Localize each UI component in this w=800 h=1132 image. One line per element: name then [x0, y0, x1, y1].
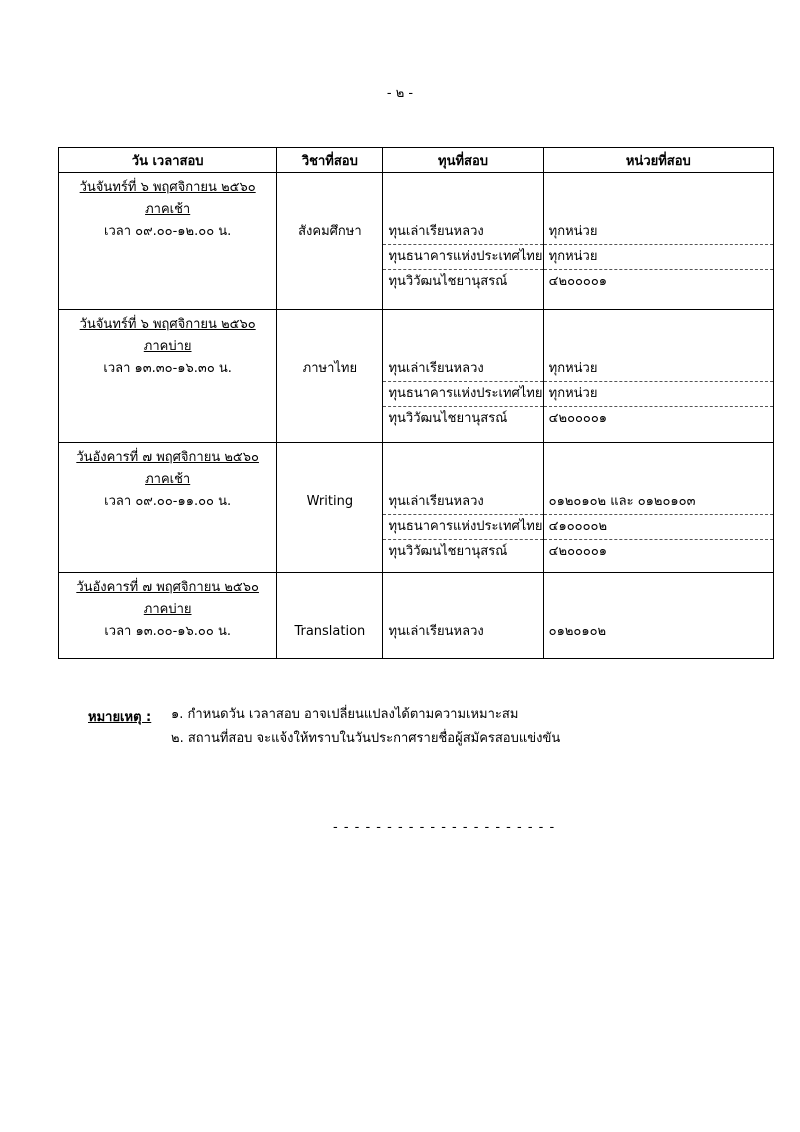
table-row	[59, 173, 774, 310]
exam-date: วันจันทร์ที่ ๖ พฤศจิกายน ๒๕๖๐	[79, 317, 256, 332]
exam-period: ภาคเช้า	[145, 202, 191, 217]
table-header-row	[59, 148, 774, 173]
note-item: ๑. กำหนดวัน เวลาสอบ อาจเปลี่ยนแปลงได้ตามความเหมาะสม	[171, 707, 519, 722]
end-marker: - - - - - - - - - - - - - - - - - - - - -	[333, 820, 556, 835]
date-cell	[59, 173, 277, 310]
fund-item: ทุนเล่าเรียนหลวง	[383, 357, 542, 382]
notes-label: หมายเหตุ :	[88, 710, 152, 725]
table-row	[59, 573, 774, 659]
subject-cell	[277, 173, 383, 310]
unit-item: ทุกหน่วย	[544, 220, 773, 245]
table-row	[59, 310, 774, 443]
date-cell	[59, 310, 277, 443]
fund-cell	[383, 573, 543, 659]
unit-item: ๐๑๒๐๑๐๒	[548, 624, 607, 639]
date-cell	[59, 443, 277, 573]
unit-item: ทุกหน่วย	[544, 382, 773, 407]
fund-item: ทุนเล่าเรียนหลวง	[388, 624, 484, 639]
exam-date: วันอังคารที่ ๗ พฤศจิกายน ๒๕๖๐	[76, 450, 259, 465]
unit-item: ทุกหน่วย	[544, 245, 773, 270]
unit-cell	[543, 310, 773, 443]
exam-time: เวลา ๐๙.๐๐-๑๑.๐๐ น.	[104, 494, 232, 509]
header-fund: ทุนที่สอบ	[383, 148, 543, 173]
fund-item: ทุนวิวัฒนไชยานุสรณ์	[388, 544, 508, 559]
fund-item: ทุนธนาคารแห่งประเทศไทย	[383, 382, 542, 407]
exam-period: ภาคบ่าย	[143, 602, 192, 617]
exam-time: เวลา ๑๓.๐๐-๑๖.๐๐ น.	[104, 624, 231, 639]
subject-cell	[277, 573, 383, 659]
page-number: - ๒ -	[386, 86, 414, 101]
exam-time: เวลา ๑๓.๓๐-๑๖.๓๐ น.	[103, 361, 232, 376]
fund-cell	[383, 173, 543, 310]
exam-subject: สังคมศึกษา	[298, 224, 362, 239]
header-date-time: วัน เวลาสอบ	[59, 148, 277, 173]
exam-subject: Writing	[306, 494, 354, 509]
fund-item: ทุนธนาคารแห่งประเทศไทย	[383, 245, 542, 270]
fund-item: ทุนเล่าเรียนหลวง	[383, 220, 542, 245]
header-unit: หน่วยที่สอบ	[543, 148, 773, 173]
exam-date: วันอังคารที่ ๗ พฤศจิกายน ๒๕๖๐	[76, 580, 259, 595]
fund-item: ทุนวิวัฒนไชยานุสรณ์	[388, 411, 508, 426]
subject-cell	[277, 310, 383, 443]
fund-item: ทุนเล่าเรียนหลวง	[383, 490, 542, 515]
unit-cell	[543, 573, 773, 659]
fund-cell	[383, 443, 543, 573]
unit-cell	[543, 443, 773, 573]
subject-cell	[277, 443, 383, 573]
note-item: ๒. สถานที่สอบ จะแจ้งให้ทราบในวันประกาศรายชื่อผู้สมัครสอบแข่งขัน	[171, 731, 561, 746]
header-subject: วิชาที่สอบ	[277, 148, 383, 173]
unit-item: ๔๒๐๐๐๐๑	[548, 274, 608, 289]
exam-subject: ภาษาไทย	[302, 361, 358, 376]
exam-date: วันจันทร์ที่ ๖ พฤศจิกายน ๒๕๖๐	[79, 180, 256, 195]
fund-item: ทุนวิวัฒนไชยานุสรณ์	[388, 274, 508, 289]
unit-item: ทุกหน่วย	[544, 357, 773, 382]
table-row	[59, 443, 774, 573]
date-cell	[59, 573, 277, 659]
fund-cell	[383, 310, 543, 443]
exam-subject: Translation	[294, 624, 366, 639]
fund-item: ทุนธนาคารแห่งประเทศไทย	[383, 515, 542, 540]
unit-cell	[543, 173, 773, 310]
exam-period: ภาคเช้า	[145, 472, 191, 487]
unit-item: ๔๑๐๐๐๐๒	[544, 515, 773, 540]
exam-schedule-table	[58, 147, 774, 659]
exam-time: เวลา ๐๙.๐๐-๑๒.๐๐ น.	[104, 224, 232, 239]
unit-item: ๐๑๒๐๑๐๒ และ ๐๑๒๐๑๐๓	[544, 490, 773, 515]
exam-period: ภาคบ่าย	[143, 339, 192, 354]
unit-item: ๔๒๐๐๐๐๑	[548, 411, 608, 426]
unit-item: ๔๒๐๐๐๐๑	[548, 544, 608, 559]
